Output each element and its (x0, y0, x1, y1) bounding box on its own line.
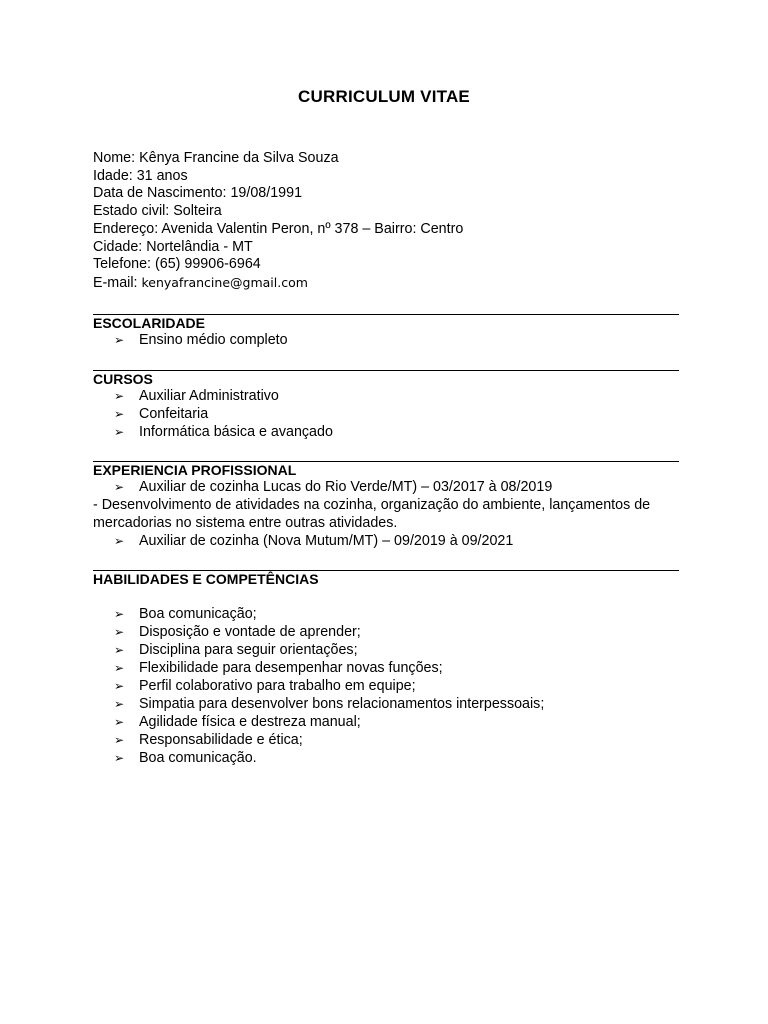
birth-date-line: Data de Nascimento: 19/08/1991 (93, 185, 303, 202)
arrow-bullet-icon: ➢ (114, 643, 125, 657)
arrow-bullet-icon: ➢ (114, 607, 125, 621)
city-line: Cidade: Nortelândia - MT (93, 238, 253, 255)
arrow-bullet-icon: ➢ (114, 733, 125, 747)
courses-section (93, 370, 679, 441)
experience-heading: EXPERIENCIA PROFISSIONAL (93, 462, 297, 478)
arrow-bullet-icon: ➢ (114, 661, 125, 675)
skills-list (93, 605, 679, 767)
name-line: Nome: Kênya Francine da Silva Souza (93, 150, 339, 166)
arrow-bullet-icon: ➢ (114, 389, 125, 403)
skills-section (93, 570, 679, 767)
email-line (93, 274, 463, 293)
email-label: E-mail: (93, 274, 142, 291)
education-heading: ESCOLARIDADE (93, 315, 206, 331)
job-description: - Desenvolvimento de atividades na cozinha, organização do ambiente, lançamentos de mercadorias no sistema entre outras atividades. (93, 497, 651, 531)
list-item: ➢ Flexibilidade para desempenhar novas funções; (114, 660, 443, 676)
list-item: ➢ Boa comunicação. (114, 750, 257, 766)
arrow-bullet-icon: ➢ (114, 534, 125, 548)
skills-heading: HABILIDADES E COMPETÊNCIAS (93, 571, 319, 587)
list-item: ➢ Confeitaria (114, 406, 209, 422)
experience-list-2 (93, 532, 679, 550)
courses-list (93, 387, 679, 441)
address-line: Endereço: Avenida Valentin Peron, nº 378 – Bairro: Centro (93, 220, 464, 237)
civil-status-line: Estado civil: Solteira (93, 203, 222, 220)
list-item: ➢ Auxiliar Administrativo (114, 388, 279, 404)
list-item: ➢ Disposição e vontade de aprender; (114, 624, 361, 640)
phone-line: Telefone: (65) 99906-6964 (93, 256, 261, 273)
arrow-bullet-icon: ➢ (114, 715, 125, 729)
document-title: CURRICULUM VITAE (298, 87, 470, 106)
arrow-bullet-icon: ➢ (114, 407, 125, 421)
list-item: ➢ Informática básica e avançado (114, 424, 333, 440)
arrow-bullet-icon: ➢ (114, 480, 125, 494)
experience-list (93, 478, 679, 496)
arrow-bullet-icon: ➢ (114, 751, 125, 765)
arrow-bullet-icon: ➢ (114, 625, 125, 639)
list-item: ➢ Perfil colaborativo para trabalho em equipe; (114, 678, 416, 694)
education-section (93, 314, 679, 349)
list-item: ➢ Agilidade física e destreza manual; (114, 714, 361, 730)
arrow-bullet-icon: ➢ (114, 679, 125, 693)
experience-section (93, 461, 679, 550)
list-item: ➢ Auxiliar de cozinha (Nova Mutum/MT) – 09/2019 à 09/2021 (114, 533, 514, 549)
list-item: ➢ Responsabilidade e ética; (114, 732, 303, 748)
courses-heading: CURSOS (93, 371, 153, 387)
list-item: ➢ Auxiliar de cozinha Lucas do Rio Verde/MT) – 03/2017 à 08/2019 (114, 479, 553, 495)
arrow-bullet-icon: ➢ (114, 697, 125, 711)
list-item: ➢ Boa comunicação; (114, 606, 257, 622)
list-item: ➢ Ensino médio completo (114, 332, 288, 348)
list-item: ➢ Simpatia para desenvolver bons relacionamentos interpessoais; (114, 696, 545, 712)
arrow-bullet-icon: ➢ (114, 333, 125, 347)
arrow-bullet-icon: ➢ (114, 425, 125, 439)
personal-info (93, 150, 463, 293)
age-line: Idade: 31 anos (93, 167, 188, 184)
email-link[interactable]: kenyafrancine@gmail.com (141, 274, 308, 290)
education-list (93, 331, 679, 349)
list-item: ➢ Disciplina para seguir orientações; (114, 642, 358, 658)
